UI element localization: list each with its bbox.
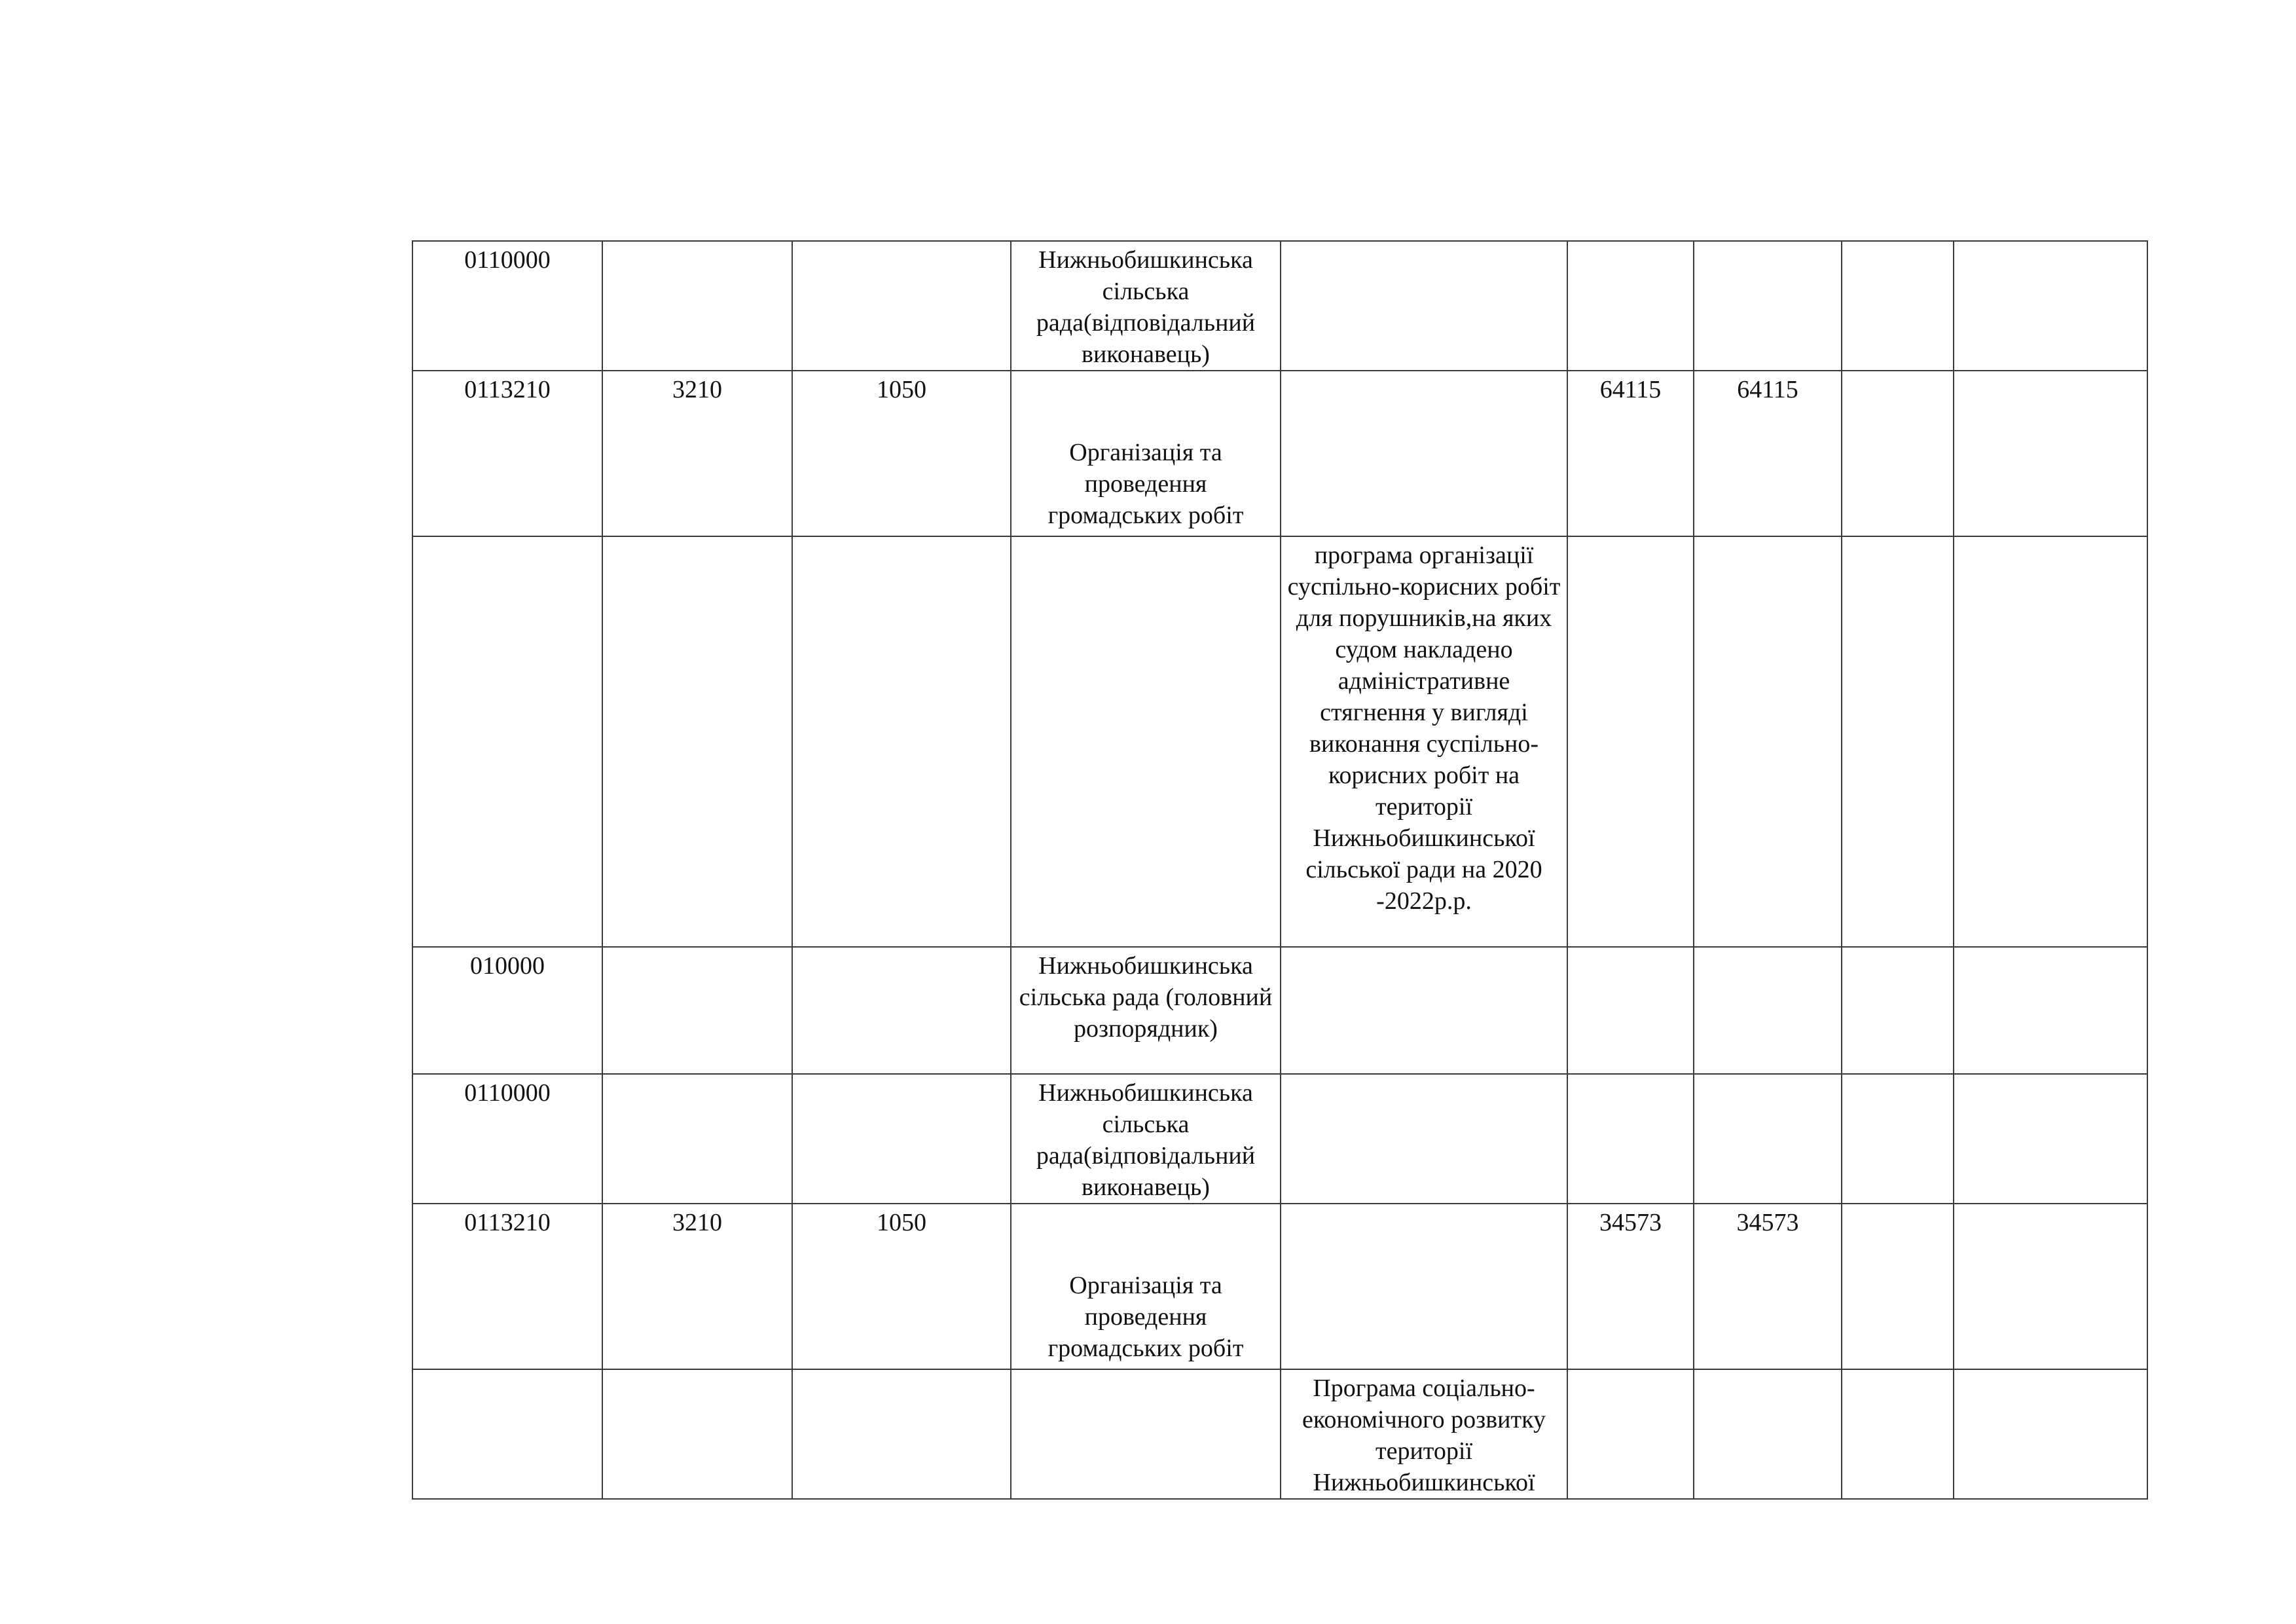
cell-item-name: [1011, 1204, 1281, 1369]
cell-amount-general: 34573: [1694, 1204, 1842, 1369]
cell-amount-general: [1694, 241, 1842, 371]
cell-item-name: [1011, 371, 1281, 536]
cell-amount-special: [1842, 1074, 1954, 1204]
item-name-text: Організація та проведення громадських робіт: [1048, 439, 1244, 529]
cell-classification-code: [792, 241, 1011, 371]
cell-amount-general: [1694, 536, 1842, 947]
cell-functional-code: 3210: [602, 1204, 792, 1369]
cell-functional-code: [602, 947, 792, 1074]
cell-functional-code: [602, 241, 792, 371]
cell-amount-total: [1567, 1074, 1694, 1204]
cell-program-code: 010000: [412, 947, 602, 1074]
cell-program-name: [1281, 241, 1567, 371]
cell-classification-code: 1050: [792, 1204, 1011, 1369]
cell-program-name: [1281, 1074, 1567, 1204]
cell-amount-development: [1954, 241, 2147, 371]
cell-program-code: [412, 1369, 602, 1499]
cell-amount-general: 64115: [1694, 371, 1842, 536]
cell-program-code: [412, 536, 602, 947]
cell-amount-general: [1694, 947, 1842, 1074]
cell-functional-code: [602, 1369, 792, 1499]
cell-amount-development: [1954, 1074, 2147, 1204]
cell-amount-total: [1567, 536, 1694, 947]
cell-program-code: 0110000: [412, 1074, 602, 1204]
cell-program-name: програма організації суспільно-корисних робіт для порушників,на яких судом накладено адміністративне стягнення у вигляді виконання суспільно-корисних робіт на території Нижньобишкинської сільської ради на 2020 -2022р.р.: [1281, 536, 1567, 947]
cell-amount-special: [1842, 536, 1954, 947]
cell-amount-general: [1694, 1369, 1842, 1499]
cell-functional-code: [602, 536, 792, 947]
cell-item-name: Нижньобишкинська сільська рада(відповідальний виконавець): [1011, 1074, 1281, 1204]
cell-program-name: [1281, 1204, 1567, 1369]
cell-amount-development: [1954, 947, 2147, 1074]
cell-amount-special: [1842, 1204, 1954, 1369]
cell-amount-total: [1567, 241, 1694, 371]
table-row: [412, 241, 2147, 371]
cell-amount-total: 64115: [1567, 371, 1694, 536]
cell-amount-total: [1567, 1369, 1694, 1499]
cell-amount-total: [1567, 947, 1694, 1074]
item-name-text: Організація та проведення громадських робіт: [1048, 1272, 1244, 1362]
cell-classification-code: [792, 536, 1011, 947]
cell-classification-code: 1050: [792, 371, 1011, 536]
cell-functional-code: [602, 1074, 792, 1204]
cell-amount-development: [1954, 536, 2147, 947]
cell-amount-special: [1842, 371, 1954, 536]
table-row: [412, 947, 2147, 1074]
cell-amount-development: [1954, 1369, 2147, 1499]
cell-classification-code: [792, 947, 1011, 1074]
cell-amount-general: [1694, 1074, 1842, 1204]
cell-amount-special: [1842, 1369, 1954, 1499]
cell-amount-special: [1842, 241, 1954, 371]
cell-functional-code: 3210: [602, 371, 792, 536]
table-row: [412, 536, 2147, 947]
cell-program-name: [1281, 947, 1567, 1074]
cell-program-code: 0113210: [412, 371, 602, 536]
cell-classification-code: [792, 1074, 1011, 1204]
cell-item-name: [1011, 1369, 1281, 1499]
budget-program-table: [412, 240, 2148, 1500]
cell-program-code: 0113210: [412, 1204, 602, 1369]
table-row: [412, 1204, 2147, 1369]
cell-classification-code: [792, 1369, 1011, 1499]
cell-amount-development: [1954, 1204, 2147, 1369]
cell-program-code: 0110000: [412, 241, 602, 371]
cell-amount-special: [1842, 947, 1954, 1074]
cell-item-name: Нижньобишкинська сільська рада (головний розпорядник): [1011, 947, 1281, 1074]
cell-item-name: [1011, 536, 1281, 947]
cell-amount-total: 34573: [1567, 1204, 1694, 1369]
cell-amount-development: [1954, 371, 2147, 536]
table-row: [412, 371, 2147, 536]
table-row: [412, 1074, 2147, 1204]
cell-item-name: Нижньобишкинська сільська рада(відповідальний виконавець): [1011, 241, 1281, 371]
cell-program-name: Програма соціально-економічного розвитку території Нижньобишкинської: [1281, 1369, 1567, 1499]
table-row: [412, 1369, 2147, 1499]
cell-program-name: [1281, 371, 1567, 536]
